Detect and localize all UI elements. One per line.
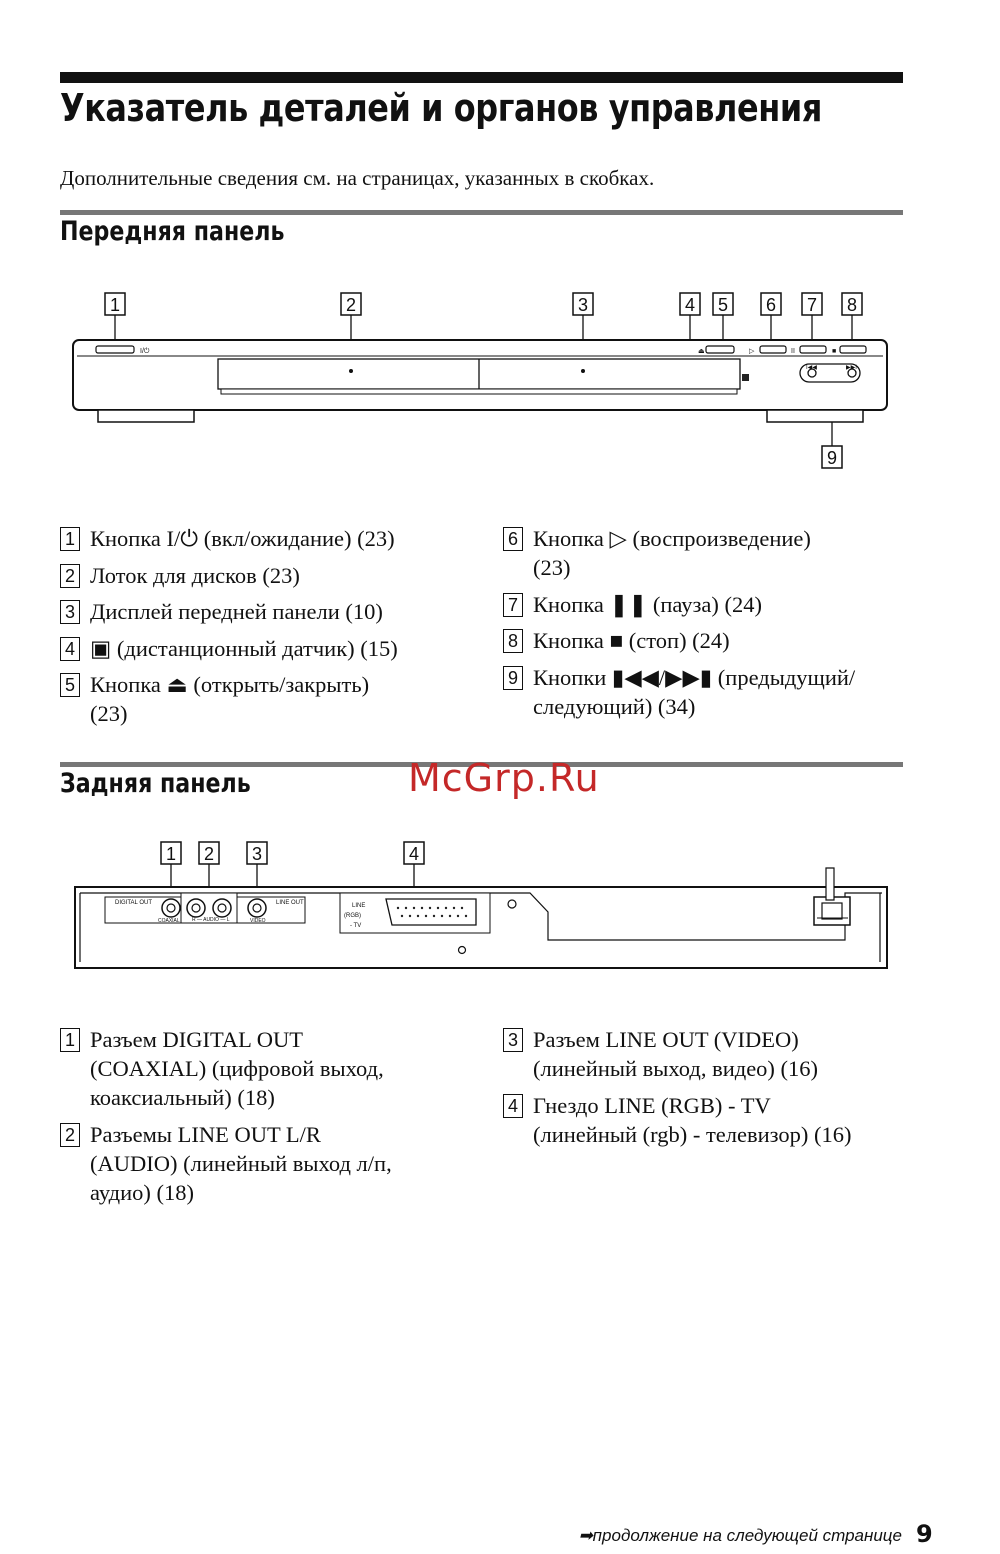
rear-callout: 4 [408,844,420,864]
rear-callout: 3 [251,844,263,864]
list-item [503,524,855,582]
item-text: Гнездо LINE (RGB) - TV (линейный (rgb) - телевизор) (16) [533,1092,852,1147]
item-number: 5 [60,673,80,697]
page-title: Указатель деталей и органов управления [60,86,822,130]
rear-callout: 1 [165,844,177,864]
front-callout: 1 [109,295,121,315]
front-panel-diagram [0,285,1000,475]
stop-label: ■ [832,348,837,355]
watermark: McGrp.Ru [408,756,600,800]
front-items-right [503,524,855,728]
front-callout: 6 [765,295,777,315]
tv-label: - TV [350,923,362,929]
front-callout: 8 [846,295,858,315]
item-text: Разъемы LINE OUT L/R (AUDIO) (линейный выход л/п, аудио) (18) [90,1121,392,1205]
front-callout: 2 [345,295,357,315]
list-item [503,1025,852,1083]
item-number: 2 [60,564,80,588]
item-number: 4 [503,1094,523,1118]
item-number: 3 [503,1028,523,1052]
digital-out-label: DIGITAL OUT [115,900,153,906]
list-item [60,634,398,663]
remote-sensor [742,374,749,381]
item-number: 8 [503,629,523,653]
rgb-label: (RGB) [344,913,361,919]
list-item [503,590,855,619]
prev-label: I◀◀ [806,365,817,371]
list-item [60,1025,392,1112]
eject-label: ⏏ [698,348,705,355]
play-label: ▷ [749,348,755,355]
list-item [503,663,855,721]
audio-label: R — AUDIO — L [192,917,230,923]
rear-items-left [60,1025,392,1214]
list-item [60,561,398,590]
front-items-left [60,524,398,736]
item-number: 9 [503,666,523,690]
front-panel-body [73,340,887,422]
page-number: 9 [916,1520,933,1548]
next-label: ▶▶I [846,365,857,371]
rear-items-right [503,1025,852,1156]
item-number: 3 [60,600,80,624]
item-text: Разъем LINE OUT (VIDEO) (линейный выход, видео) (16) [533,1027,819,1081]
item-text: Кнопка ❚❚ (пауза) (24) [533,591,762,617]
list-item [60,524,398,553]
list-item [60,597,398,626]
intro-text: Дополнительные сведения см. на страницах, указанных в скобках. [60,166,655,190]
list-item [60,670,398,728]
item-number: 4 [60,637,80,661]
item-text: ▣ (дистанционный датчик) (15) [90,635,398,661]
list-item [503,1091,852,1149]
pause-label: II [791,348,795,355]
item-number: 7 [503,593,523,617]
front-callout: 7 [806,295,818,315]
item-text: Кнопка ⏏ (открыть/закрыть) (23) [90,672,370,726]
power-label: I/⏻ [140,348,150,355]
line-label: LINE [352,903,366,909]
line-out-label: LINE OUT [276,900,304,906]
item-number: 1 [60,527,80,551]
item-text: Кнопки ▮◀◀/▶▶▮ (предыдущий/ следующий) (34) [533,664,856,719]
front-callout: 9 [826,448,838,468]
rear-callout: 2 [203,844,215,864]
front-callout: 4 [684,295,696,315]
video-label: VIDEO [250,918,266,924]
item-text: Дисплей передней панели (10) [90,599,383,624]
list-item [60,1120,392,1207]
front-callout: 3 [577,295,589,315]
rear-panel-title: Задняя панель [60,768,251,799]
item-text: Кнопка I/⏻ (вкл/ожидание) (23) [90,526,395,551]
item-text: Разъем DIGITAL OUT (COAXIAL) (цифровой выход, коаксиальный) (18) [90,1027,384,1110]
front-callout: 5 [717,295,729,315]
item-number: 1 [60,1028,80,1052]
item-text: Кнопка ▷ (воспроизведение) (23) [533,526,811,580]
item-text: Лоток для дисков (23) [90,562,300,588]
list-item [503,626,855,655]
title-rule [60,72,903,83]
continued-note: ➡продолжение на следующей странице [578,1526,902,1545]
item-number: 2 [60,1123,80,1147]
item-number: 6 [503,527,523,551]
coaxial-label: COAXIAL [158,918,180,924]
section-rule-front [60,210,903,215]
item-text: Кнопка ■ (стоп) (24) [533,628,730,653]
rear-panel-diagram [0,836,1000,978]
front-panel-title: Передняя панель [60,216,285,247]
